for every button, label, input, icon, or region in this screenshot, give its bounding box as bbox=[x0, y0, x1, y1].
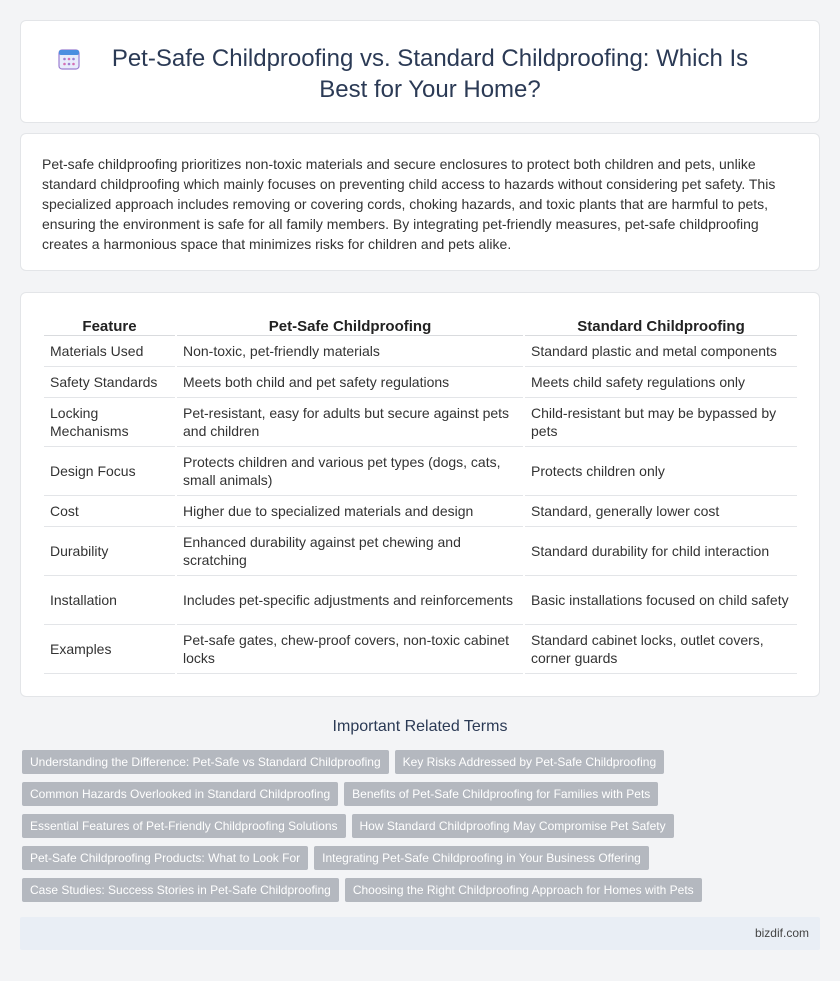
table-row bbox=[44, 496, 797, 527]
feature-cell: Examples bbox=[44, 625, 175, 674]
feature-cell: Installation bbox=[44, 576, 175, 625]
related-term-link[interactable]: Key Risks Addressed by Pet-Safe Childproofing bbox=[395, 750, 664, 774]
pet-safe-cell: Enhanced durability against pet chewing and scratching bbox=[177, 527, 523, 576]
related-term-link[interactable]: Integrating Pet-Safe Childproofing in Your Business Offering bbox=[314, 846, 649, 870]
related-terms-list bbox=[22, 750, 812, 910]
pet-safe-cell: Protects children and various pet types (dogs, cats, small animals) bbox=[177, 447, 523, 496]
feature-cell: Cost bbox=[44, 496, 175, 527]
feature-cell: Durability bbox=[44, 527, 175, 576]
standard-cell: Child-resistant but may be bypassed by pets bbox=[525, 398, 797, 447]
table-row bbox=[44, 447, 797, 496]
related-term-link[interactable]: Understanding the Difference: Pet-Safe vs Standard Childproofing bbox=[22, 750, 389, 774]
pet-safe-cell: Pet-resistant, easy for adults but secure against pets and children bbox=[177, 398, 523, 447]
feature-cell: Design Focus bbox=[44, 447, 175, 496]
intro-paragraph: Pet-safe childproofing prioritizes non-toxic materials and secure enclosures to protect both children and pets, unlike standard childproofing which mainly focuses on preventing child access to hazards without considering pet safety. This specialized approach includes removing or covering cords, choking hazards, and toxic plants that are harmful to pets, ensuring the environment is safe for all family members. By integrating pet-friendly measures, pet-safe childproofing creates a harmonious space that minimizes risks for children and pets alike. bbox=[42, 156, 776, 252]
standard-cell: Standard cabinet locks, outlet covers, corner guards bbox=[525, 625, 797, 674]
table-row bbox=[44, 336, 797, 367]
related-terms-heading: Important Related Terms bbox=[332, 718, 508, 735]
feature-cell: Safety Standards bbox=[44, 367, 175, 398]
standard-cell: Standard, generally lower cost bbox=[525, 496, 797, 527]
comparison-table bbox=[42, 315, 799, 674]
related-term-link[interactable]: Pet-Safe Childproofing Products: What to Look For bbox=[22, 846, 308, 870]
related-term-link[interactable]: How Standard Childproofing May Compromise Pet Safety bbox=[352, 814, 674, 838]
table-row bbox=[44, 367, 797, 398]
pet-safe-cell: Meets both child and pet safety regulations bbox=[177, 367, 523, 398]
page-title: Pet-Safe Childproofing vs. Standard Childproofing: Which Is Best for Your Home? bbox=[111, 45, 749, 103]
column-header-pet-safe: Pet-Safe Childproofing bbox=[177, 315, 523, 336]
related-term-link[interactable]: Common Hazards Overlooked in Standard Childproofing bbox=[22, 782, 338, 806]
comparison-card bbox=[20, 292, 820, 697]
related-term-link[interactable]: Case Studies: Success Stories in Pet-Safe Childproofing bbox=[22, 878, 339, 902]
column-header-feature: Feature bbox=[44, 315, 175, 336]
pet-safe-cell: Includes pet-specific adjustments and reinforcements bbox=[177, 576, 523, 625]
pet-safe-cell: Non-toxic, pet-friendly materials bbox=[177, 336, 523, 367]
table-header-row bbox=[44, 315, 797, 336]
intro-card bbox=[20, 133, 820, 271]
column-header-standard: Standard Childproofing bbox=[525, 315, 797, 336]
standard-cell: Meets child safety regulations only bbox=[525, 367, 797, 398]
title-card bbox=[20, 20, 820, 123]
pet-safe-cell: Higher due to specialized materials and design bbox=[177, 496, 523, 527]
related-term-link[interactable]: Benefits of Pet-Safe Childproofing for Families with Pets bbox=[344, 782, 658, 806]
footer-site-name: bizdif.com bbox=[754, 926, 809, 940]
feature-cell: Locking Mechanisms bbox=[44, 398, 175, 447]
related-term-link[interactable]: Choosing the Right Childproofing Approach for Homes with Pets bbox=[345, 878, 702, 902]
table-row bbox=[44, 398, 797, 447]
footer bbox=[20, 917, 820, 950]
standard-cell: Basic installations focused on child safety bbox=[525, 576, 797, 625]
standard-cell: Standard plastic and metal components bbox=[525, 336, 797, 367]
table-row bbox=[44, 527, 797, 576]
feature-cell: Materials Used bbox=[44, 336, 175, 367]
table-row bbox=[44, 625, 797, 674]
table-row bbox=[44, 576, 797, 625]
standard-cell: Protects children only bbox=[525, 447, 797, 496]
related-term-link[interactable]: Essential Features of Pet-Friendly Childproofing Solutions bbox=[22, 814, 346, 838]
standard-cell: Standard durability for child interaction bbox=[525, 527, 797, 576]
pet-safe-cell: Pet-safe gates, chew-proof covers, non-toxic cabinet locks bbox=[177, 625, 523, 674]
